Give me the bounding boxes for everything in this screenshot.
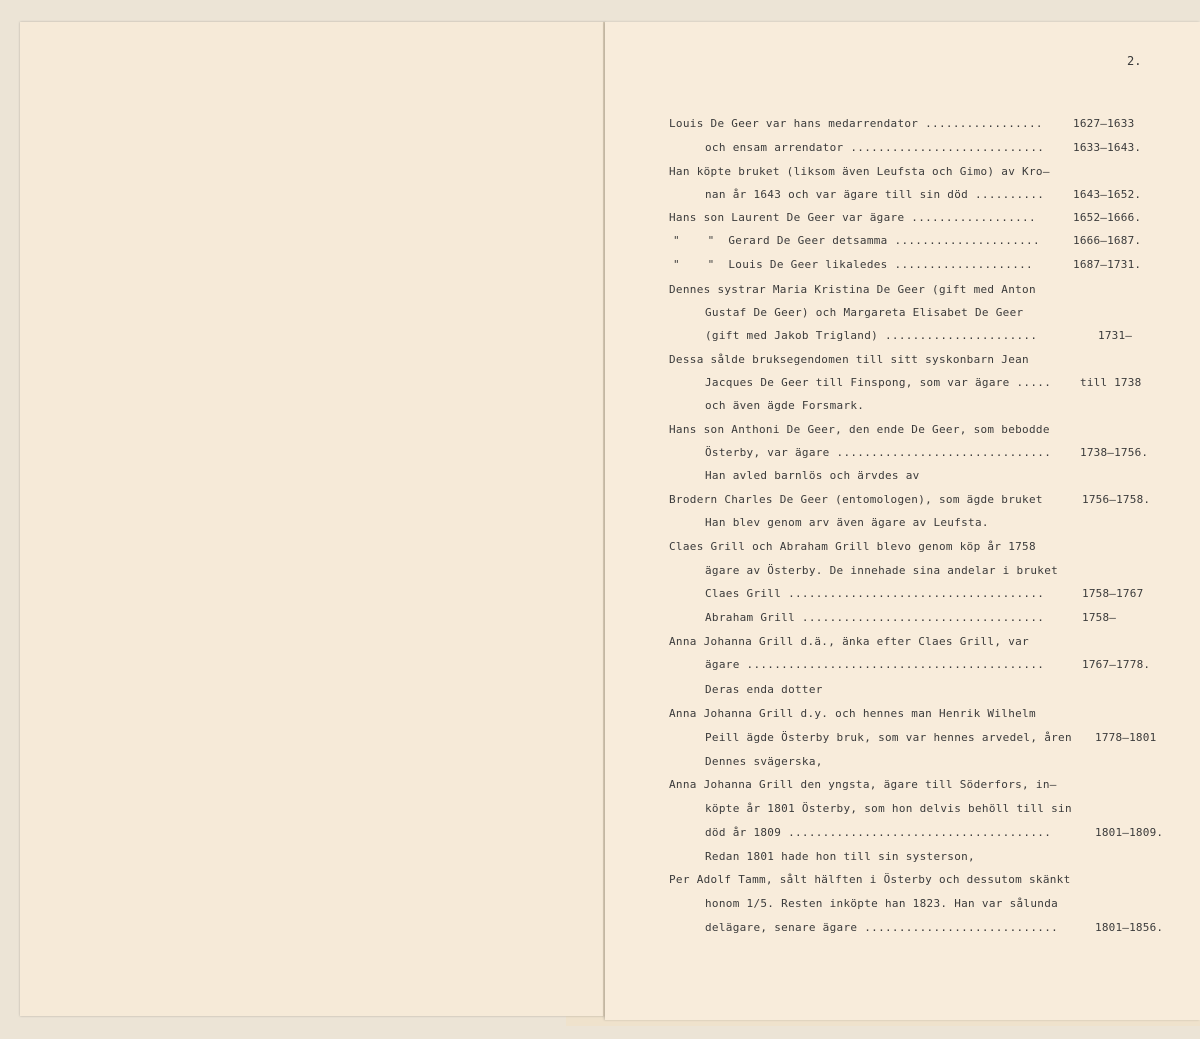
text-line: Gustaf De Geer) och Margareta Elisabet De Geer [705,306,1024,319]
text-line: Claes Grill och Abraham Grill blevo genom köp år 1758 [669,540,1036,553]
text-line: Claes Grill ..................................... [705,587,1045,600]
text-line: Per Adolf Tamm, sålt hälften i Österby och dessutom skänkt [669,873,1071,886]
date-range: 1731– [1098,329,1133,342]
page-number: 2. [1127,54,1142,68]
text-line: (gift med Jakob Trigland) ...................... [705,329,1038,342]
text-line: nan år 1643 och var ägare till sin död .......... [705,188,1045,201]
date-range: 1801–1856. [1095,921,1164,934]
date-range: 1738–1756. [1080,446,1149,459]
text-line: Dennes svägerska, [705,755,823,768]
text-line: Hans son Anthoni De Geer, den ende De Geer, som bebodde [669,423,1050,436]
text-line: och ensam arrendator ............................ [705,141,1045,154]
text-line: och även ägde Forsmark. [705,399,865,412]
date-range: 1758–1767 [1082,587,1144,600]
text-line: Redan 1801 hade hon till sin systerson, [705,850,975,863]
text-line: Han blev genom arv även ägare av Leufsta. [705,516,989,529]
date-range: 1652–1666. [1073,211,1142,224]
text-line: Louis De Geer var hans medarrendator ................. [669,117,1043,130]
date-range: 1767–1778. [1082,658,1151,671]
text-line: Jacques De Geer till Finspong, som var ägare ..... [705,376,1052,389]
text-line: honom 1/5. Resten inköpte han 1823. Han var sålunda [705,897,1059,910]
date-range: 1633–1643. [1073,141,1142,154]
date-range: 1778–1801 [1095,731,1157,744]
date-range: 1687–1731. [1073,258,1142,271]
text-line: Hans son Laurent De Geer var ägare .................. [669,211,1036,224]
text-line: ägare ........................................... [705,658,1045,671]
text-line: Österby, var ägare ............................... [705,446,1052,459]
date-range: till 1738 [1080,376,1142,389]
left-blank-page [20,22,605,1016]
date-range: 1801–1809. [1095,826,1164,839]
text-line: död år 1809 ...................................... [705,826,1052,839]
text-line: ägare av Österby. De innehade sina andelar i bruket [705,564,1059,577]
date-range: 1756–1758. [1082,493,1151,506]
date-range: 1643–1652. [1073,188,1142,201]
text-line: Brodern Charles De Geer (entomologen), som ägde bruket [669,493,1043,506]
text-line: Abraham Grill ................................... [705,611,1045,624]
text-line: " " Louis De Geer likaledes .................... [673,258,1033,271]
text-line: Deras enda dotter [705,683,823,696]
text-line: Anna Johanna Grill d.y. och hennes man Henrik Wilhelm [669,707,1036,720]
text-line: Dennes systrar Maria Kristina De Geer (gift med Anton [669,283,1036,296]
text-line: Anna Johanna Grill d.ä., änka efter Claes Grill, var [669,635,1029,648]
text-line: Peill ägde Österby bruk, som var hennes arvedel, åren [705,731,1072,744]
text-line: Han köpte bruket (liksom även Leufsta och Gimo) av Kro– [669,165,1050,178]
text-line: Dessa sålde bruksegendomen till sitt syskonbarn Jean [669,353,1029,366]
text-line: Anna Johanna Grill den yngsta, ägare till Söderfors, in– [669,778,1057,791]
date-range: 1666–1687. [1073,234,1142,247]
date-range: 1627–1633 [1073,117,1135,130]
date-range: 1758– [1082,611,1117,624]
text-line: delägare, senare ägare ............................ [705,921,1059,934]
text-line: Han avled barnlös och ärvdes av [705,469,920,482]
text-line: köpte år 1801 Österby, som hon delvis behöll till sin [705,802,1072,815]
text-line: " " Gerard De Geer detsamma ..................... [673,234,1040,247]
